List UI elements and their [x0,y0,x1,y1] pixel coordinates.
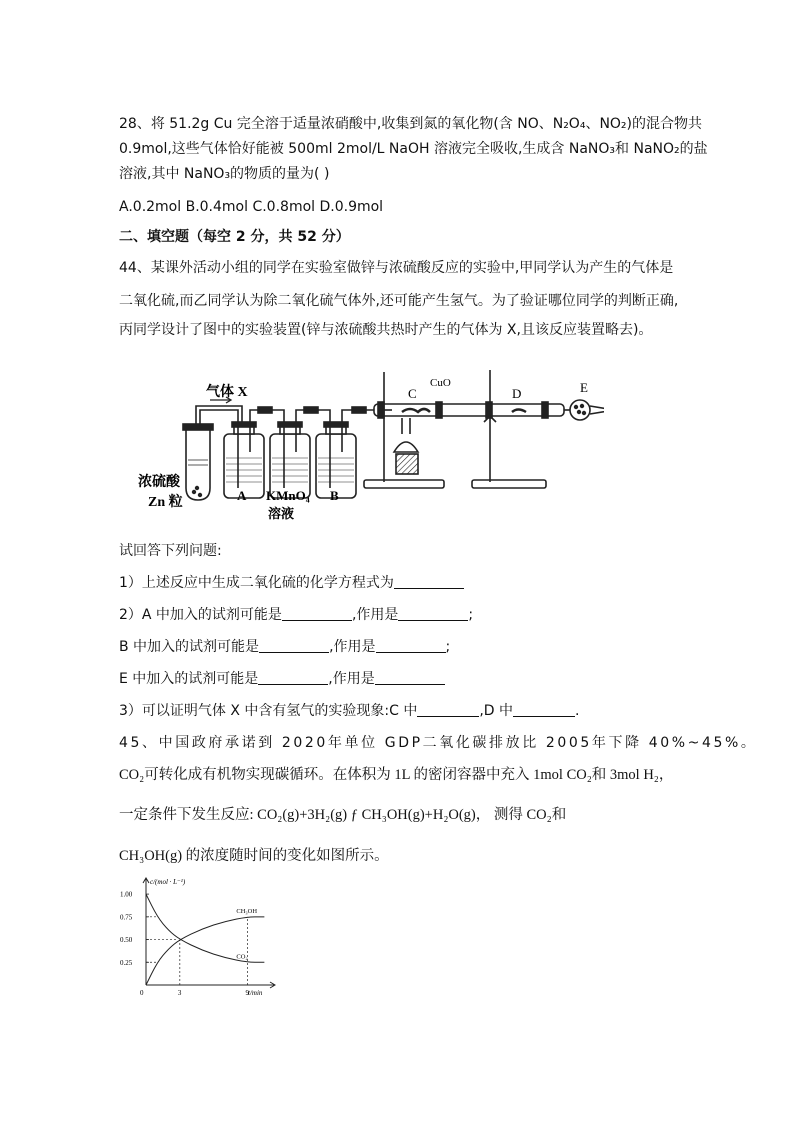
acid-label: 浓硫酸 [138,475,180,490]
q28-line-2: 0.9mol,这些气体恰好能被 500ml 2mol/L NaOH 溶液完全吸收,生成含 NaNO₃和 NaNO₂的盐 [119,141,708,157]
answer-blank[interactable] [282,606,352,621]
q44-line-2: 二氧化硫,而乙同学认为除二氧化硫气体外,还可能产生氢气。为了验证哪位同学的判断正确, [119,293,679,309]
q45-line-2: CO₂可转化成有机物实现碳循环。在体积为 1L 的密闭容器中充入 1mol CO₂和 3mol H₂， [119,767,674,783]
q44-q3-mid: ,D 中 [479,703,514,719]
answer-blank[interactable] [259,638,329,653]
q45-line-4: CH₃OH(g) 的浓度随时间的变化如图所示。 [119,848,389,864]
q44-q2a-text: 2）A 中加入的试剂可能是 [119,607,282,623]
q44-q3-end: . [575,703,580,719]
q28-line-3: 溶液,其中 NaNO₃的物质的量为( ) [119,166,330,182]
zn-granule [192,490,196,494]
answer-blank[interactable] [394,574,464,589]
q44-question-2e [119,669,445,689]
q44-q2b-mid: ,作用是 [329,639,376,655]
bottle-b-label: B [330,488,339,503]
q45-line-3: 一定条件下发生反应: CO₂(g)+3H₂(g) ƒ CH₃OH(g)+H₂O(g)， 测得 CO₂和 [119,807,567,823]
apparatus-figure [134,362,604,527]
q44-line-3: 丙同学设计了图中的实验装置(锌与浓硫酸共热时产生的气体为 X,且该反应装置略去)。 [119,322,653,338]
q44-q2a-end: ; [468,607,474,623]
zn-granule [195,486,199,490]
kmno4-label: KMnO₄ [266,488,310,503]
q44-q2e-mid: ,作用是 [328,671,375,687]
tube-d-label: D [512,386,522,401]
q28-line-1: 28、将 51.2g Cu 完全溶于适量浓硝酸中,收集到氮的氧化物(含 NO、N₂O₄、NO₂)的混合物共 [119,116,703,132]
q44-question-2b [119,637,450,657]
q44-q2e-text: E 中加入的试剂可能是 [119,671,259,687]
q44-q2a-mid: ,作用是 [351,607,399,623]
y-tick-label: 1.00 [120,890,133,899]
gas-x-label: 气体 X [206,385,248,400]
q44-q3-text: 3）可以证明气体 X 中含有氢气的实验现象:C 中 [119,703,418,719]
x-tick-label: 0 [140,989,144,997]
tube-e-label: E [580,380,588,395]
concentration-chart [118,873,278,998]
q44-line-1: 44、某课外活动小组的同学在实验室做锌与浓硫酸反应的实验中,甲同学认为产生的气体是 [119,260,674,276]
series-label: CH₃OH [236,907,258,915]
tube-c-label: C [408,386,417,401]
series-label: CO₂ [236,953,248,961]
answer-blank[interactable] [376,638,446,653]
bottle-a-label: A [237,488,247,503]
q44-question-1-text: 1）上述反应中生成二氧化硫的化学方程式为 [119,575,394,591]
solution-label: 溶液 [268,506,295,521]
x-tick-label: 3 [177,989,182,997]
zn-granule [198,493,202,497]
q28-options: A.0.2mol B.0.4mol C.0.8mol D.0.9mol [119,199,384,215]
q44-q2b-end: ; [445,639,451,655]
q44-prompt: 试回答下列问题: [119,543,222,559]
q44-question-3 [119,701,579,721]
answer-blank[interactable] [258,670,328,685]
y-tick-label: 0.25 [120,958,133,967]
cuo-label: CuO [430,377,451,389]
q45-line-1: 45、中国政府承诺到 2020年单位 GDP二氧化碳排放比 2005年下降 40%~45%。 [119,735,758,751]
y-tick-label: 0.75 [120,913,133,922]
y-axis-label: c/(mol · L⁻¹) [150,878,186,886]
q44-q2b-text: B 中加入的试剂可能是 [119,639,260,655]
y-tick-label: 0.50 [120,936,133,945]
x-axis-label: t/min [248,989,263,997]
answer-blank[interactable] [417,702,479,717]
answer-blank[interactable] [513,702,575,717]
q44-question-1 [119,573,464,593]
answer-blank[interactable] [398,606,468,621]
q44-question-2a [119,605,473,625]
x-tick-label: 9 [245,989,249,997]
answer-blank[interactable] [375,670,445,685]
section-2-title: 二、填空题（每空 2 分，共 52 分） [119,229,350,245]
zn-label: Zn 粒 [148,495,183,510]
